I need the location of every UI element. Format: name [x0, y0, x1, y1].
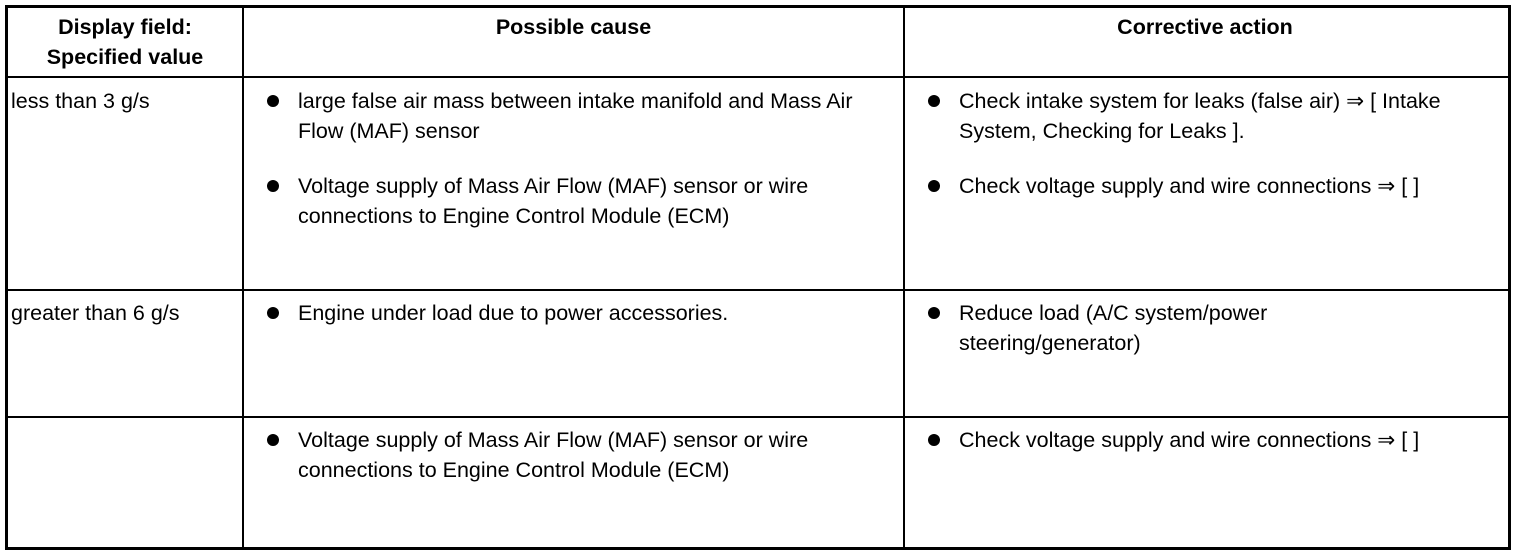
column-divider [242, 5, 244, 550]
row-divider [5, 289, 1511, 291]
bullet-icon [928, 95, 940, 107]
cause-cell [267, 425, 901, 540]
header-possible-cause: Possible cause [495, 15, 652, 39]
action-text: Check intake system for leaks (false air) ⇒ [ Intake System, Checking for Leaks ]. [959, 89, 1441, 143]
action-list-item [928, 86, 1506, 146]
specified-value-cell: less than 3 g/s [11, 89, 150, 113]
action-list-item [928, 298, 1338, 358]
header-divider [5, 76, 1511, 78]
column-divider [903, 5, 905, 550]
cause-list-item [267, 425, 901, 485]
action-list-item [928, 171, 1506, 201]
row-divider [5, 416, 1511, 418]
bullet-icon [267, 307, 279, 319]
cause-text: Voltage supply of Mass Air Flow (MAF) sensor or wire connections to Engine Control Module (ECM) [298, 428, 809, 482]
action-text: Check voltage supply and wire connections ⇒ [ ] [959, 174, 1420, 198]
header-display-field-line1: Display field: [58, 15, 192, 39]
action-cell [928, 425, 1506, 540]
bullet-icon [928, 180, 940, 192]
header-specified-value-line2: Specified value [46, 45, 204, 69]
bullet-icon [928, 307, 940, 319]
header-corrective-action: Corrective action [1117, 15, 1293, 39]
action-text: Reduce load (A/C system/power steering/generator) [959, 301, 1268, 355]
cause-list-item [267, 171, 901, 231]
header-display-field [8, 12, 242, 72]
cause-text: Engine under load due to power accessories. [298, 301, 729, 325]
bullet-icon [267, 434, 279, 446]
cause-text: Voltage supply of Mass Air Flow (MAF) sensor or wire connections to Engine Control Module (ECM) [298, 174, 809, 228]
action-text: Check voltage supply and wire connections ⇒ [ ] [959, 428, 1420, 452]
cause-list-item [267, 86, 901, 146]
action-cell [928, 86, 1506, 286]
cause-cell [267, 86, 901, 286]
specified-value-cell: greater than 6 g/s [11, 301, 180, 325]
bullet-icon [267, 95, 279, 107]
bullet-icon [928, 434, 940, 446]
action-list-item [928, 425, 1506, 455]
cause-cell [267, 298, 901, 413]
action-cell [928, 298, 1506, 413]
cause-list-item [267, 298, 901, 328]
bullet-icon [267, 180, 279, 192]
cause-text: large false air mass between intake manifold and Mass Air Flow (MAF) sensor [298, 89, 853, 143]
